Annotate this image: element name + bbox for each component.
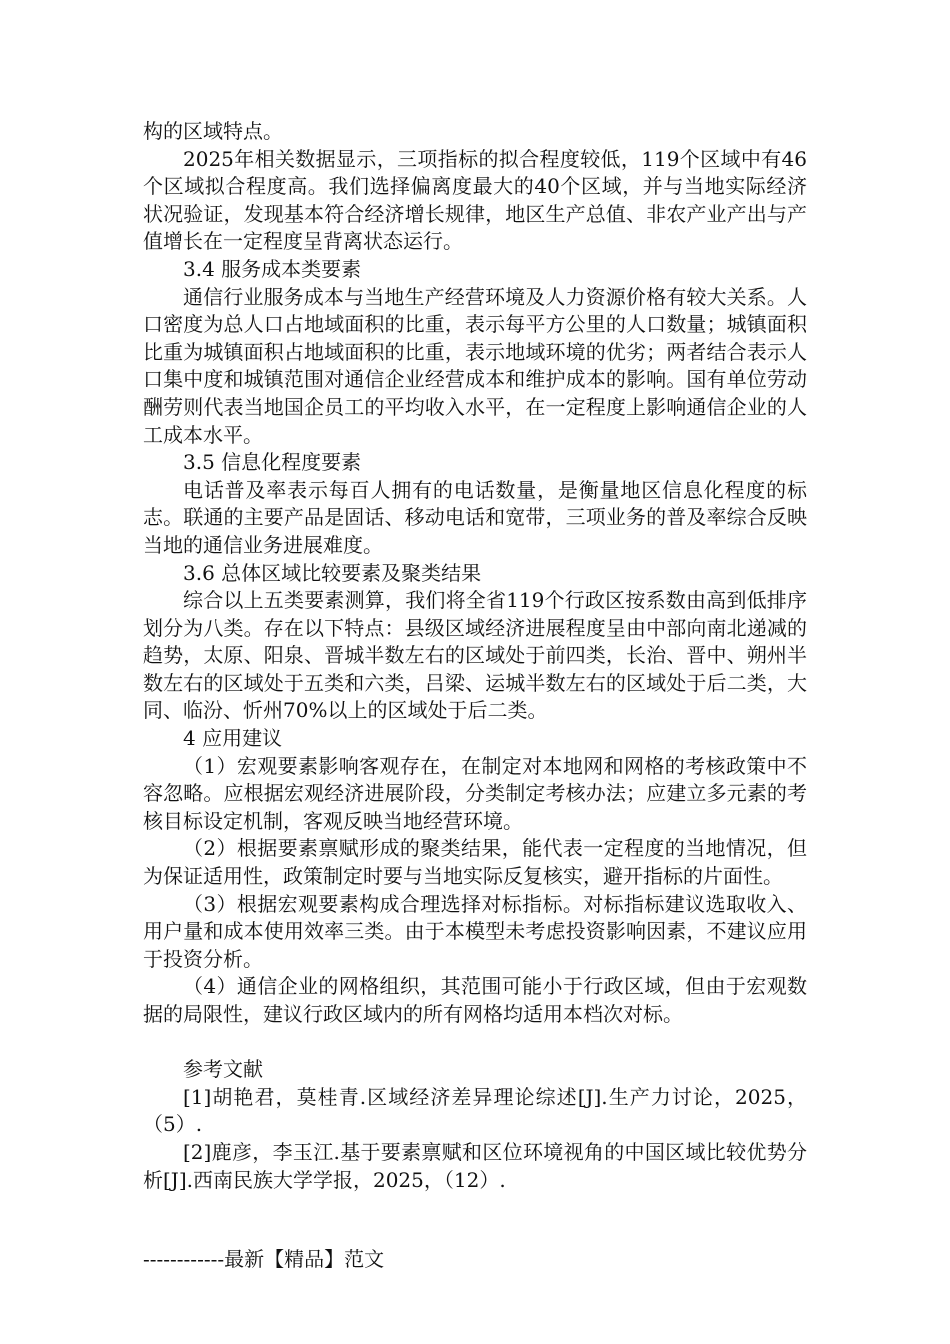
paragraph-2025-data: 2025年相关数据显示，三项指标的拟合程度较低，119个区域中有46个区域拟合程度高。我们选择偏离度最大的40个区域，并与当地实际经济状况验证，发现基本符合经济增长规律，地区生产总值、非农产业产出与产值增长在一定程度呈背离状态运行。 <box>143 146 807 254</box>
spacer <box>143 1194 807 1246</box>
paragraph-4-3: （3）根据宏观要素构成合理选择对标指标。对标指标建议选取收入、用户量和成本使用效率三类。由于本模型未考虑投资影响因素，不建议应用于投资分析。 <box>143 891 807 971</box>
heading-3-4: 3.4 服务成本类要素 <box>183 256 362 281</box>
document-body <box>143 118 807 1274</box>
heading-3-6: 3.6 总体区域比较要素及聚类结果 <box>183 560 482 585</box>
paragraph-4-1: （1）宏观要素影响客观存在，在制定对本地网和网格的考核政策中不容忽略。应根据宏观经济进展阶段，分类制定考核办法；应建立多元素的考核目标设定机制，客观反映当地经营环境。 <box>143 753 807 833</box>
heading-references: 参考文献 <box>183 1057 263 1082</box>
paragraph-intro-tail: 构的区域特点。 <box>143 119 283 143</box>
paragraph-3-6: 综合以上五类要素测算，我们将全省119个行政区按系数由高到低排序划分为八类。存在以下特点：县级区域经济进展程度呈由中部向南北递减的趋势，太原、阳泉、晋城半数左右的区域处于前四类，长治、晋中、朔州半数左右的区域处于五类和六类，吕梁、运城半数左右的区域处于后二类，大同、临汾、忻州70%以上的区域处于后二类。 <box>143 588 807 723</box>
reference-1: [1]胡艳君，莫桂青.区域经济差异理论综述[J].生产力讨论，2025，（5）. <box>143 1084 807 1137</box>
paragraph-3-4: 通信行业服务成本与当地生产经营环境及人力资源价格有较大关系。人口密度为总人口占地域面积的比重，表示每平方公里的人口数量；城镇面积比重为城镇面积占地域面积的比重，表示地域环境的优劣；两者结合表示人口集中度和城镇范围对通信企业经营成本和维护成本的影响。国有单位劳动酬劳则代表当地国企员工的平均收入水平，在一定程度上影响通信企业的人工成本水平。 <box>143 284 807 447</box>
spacer <box>143 1029 807 1057</box>
heading-4: 4 应用建议 <box>183 726 283 751</box>
paragraph-3-5: 电话普及率表示每百人拥有的电话数量，是衡量地区信息化程度的标志。联通的主要产品是固话、移动电话和宽带，三项业务的普及率综合反映当地的通信业务进展难度。 <box>143 477 807 557</box>
paragraph-4-4: （4）通信企业的网格组织，其范围可能小于行政区域，但由于宏观数据的局限性，建议行政区域内的所有网格均适用本档次对标。 <box>143 974 807 1026</box>
reference-2: [2]鹿彦，李玉江.基于要素禀赋和区位环境视角的中国区域比较优势分析[J].西南民族大学学报，2025，（12）. <box>143 1139 807 1192</box>
paragraph-4-2: （2）根据要素禀赋形成的聚类结果，能代表一定程度的当地情况，但为保证适用性，政策制定时要与当地实际反复核实，避开指标的片面性。 <box>143 836 807 889</box>
heading-3-5: 3.5 信息化程度要素 <box>183 450 362 475</box>
footer-banner: ------------最新【精品】范文 <box>143 1247 385 1272</box>
